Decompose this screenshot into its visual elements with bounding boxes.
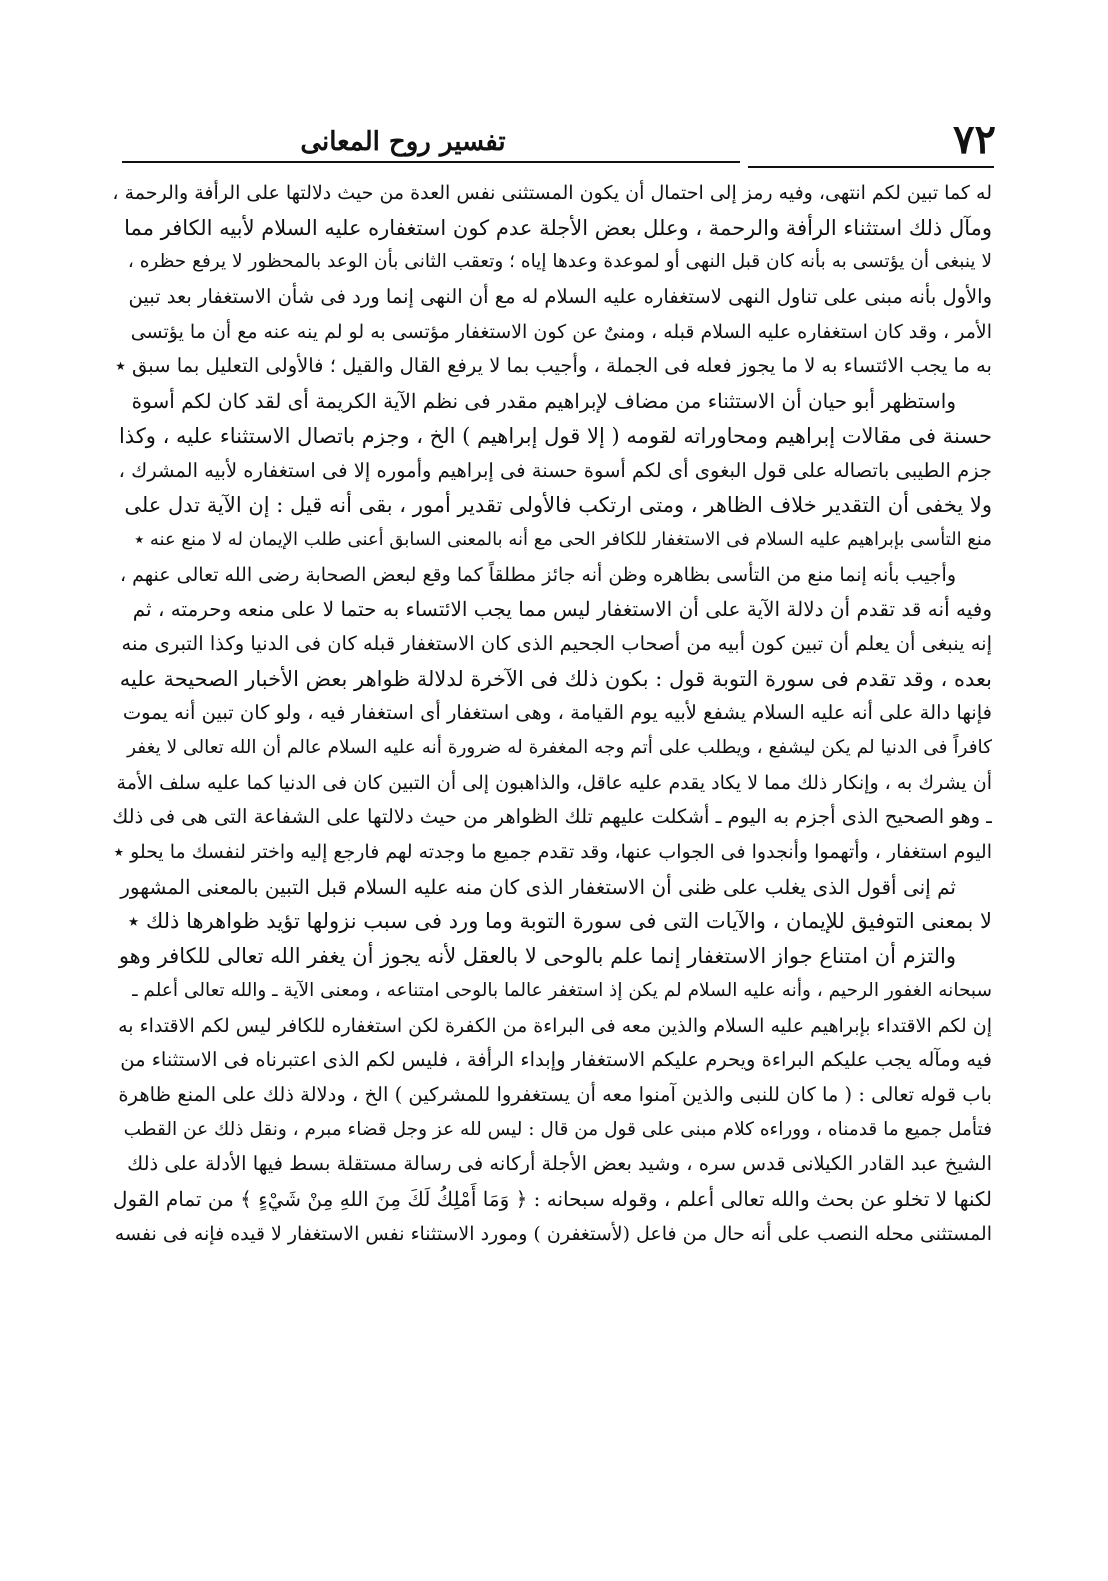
text-line: لكنها لا تخلو عن بحث والله تعالى أعلم ، وقوله سبحانه : ﴿ وَمَا أَمْلِكُ لَكَ مِنَ اللهِ مِنْ شَيْءٍ ﴾ من تمام القول — [112, 1186, 992, 1211]
text-line: كافراً فى الدنيا لم يكن ليشفع ، ويطلب على أتم وجه المغفرة له ضرورة أنه عليه السلام عالم أن الله تعالى لا يغفر — [127, 737, 992, 758]
text-line: حسنة فى مقالات إبراهيم ومحاوراته لقومه ( إلا قول إبراهيم ) الخ ، وجزم باتصال الاستثناء عليه ، وكذا — [118, 423, 992, 448]
text-line: بعده ، وقد تقدم فى سورة التوبة قول : بكون ذلك فى الآخرة لدلالة ظواهر بعض الأخبار الصحيحة عليه — [119, 666, 992, 691]
text-line: ثم إنى أقول الذى يغلب على ظنى أن الاستغفار الذى كان منه عليه السلام قبل التبين بالمعنى المشهور — [120, 874, 956, 899]
running-title: تفسير روح المعانى — [300, 127, 506, 157]
text-line: والتزم أن امتناع جواز الاستغفار إنما علم بالوحى لا بالعقل لأنه يجوز أن يغفر الله تعالى للكافر وهو — [118, 944, 956, 969]
text-line: إنه ينبغى أن يعلم أن تبين كون أبيه من أصحاب الجحيم الذى كان الاستغفار قبله كان فى الدنيا وكذا التبرى منه — [121, 631, 992, 655]
text-line: ـ وهو الصحيح الذى أجزم به اليوم ـ أشكلت عليهم تلك الظواهر من حيث دلالتها على الشفاعة التى هى فى ذلك — [112, 805, 992, 829]
text-line: له كما تبين لكم انتهى، وفيه رمز إلى احتمال أن يكون المستثنى نفس العدة من حيث دلالتها على الرأفة والرحمة ، — [112, 182, 992, 204]
text-line: والأول بأنه مبنى على تناول النهى لاستغفاره عليه السلام له مع أن النهى إنما ورد فى شأن الاستغفار بعد تبين — [128, 285, 992, 309]
text-line: فإنها دالة على أنه عليه السلام يشفع لأبيه يوم القيامة ، وهى استغفار أى استغفار فيه ، ولو كان تبين أنه يموت — [122, 701, 992, 725]
text-line: فتأمل جميع ما قدمناه ، ووراءه كلام مبنى على قول من قال : ليس لله عز وجل قضاء مبرم ، ونقل ذلك عن القطب — [123, 1118, 992, 1140]
text-line: واستظهر أبو حيان أن الاستثناء من مضاف لإبراهيم مقدر فى نظم الآية الكريمة أى لقد كان لكم أسوة — [131, 389, 956, 414]
text-line: وأجيب بأنه إنما منع من التأسى بظاهره وظن أنه جائز مطلقاً كما وقع لبعض الصحابة رضى الله تعالى عنهم ، — [119, 563, 956, 586]
text-line: أن يشرك به ، وإنكار ذلك مما لا يكاد يقدم عليه عاقل، والذاهبون إلى أن التبين كان فى الدنيا كما عليه سلف الأمة — [116, 771, 992, 794]
text-line: اليوم استغفار ، وأتهموا وأنجدوا فى الجواب عنها، وقد تقدم جميع ما وجدته لهم فارجع إليه واختر لنفسك ما يحلو ٭ — [113, 841, 992, 864]
text-line: إن لكم الاقتداء بإبراهيم عليه السلام والذين معه فى البراءة من الكفرة لكن استغفاره للكافر ليس لكم الاقتداء به — [118, 1014, 992, 1037]
body-text — [112, 176, 992, 1251]
text-line: فيه ومآله يجب عليكم البراءة ويحرم عليكم الاستغفار وإبداء الرأفة ، فليس لكم الذى اعتبرناه فى الاستثناء من — [120, 1048, 992, 1072]
header-rule — [122, 161, 740, 163]
page-number: ٧٢ — [953, 116, 996, 163]
text-line: المستثنى محله النصب على أنه حال من فاعل (لأستغفرن ) ومورد الاستثناء نفس الاستغفار لا قيده فإنه فى نفسه — [114, 1222, 992, 1245]
text-line: الشيخ عبد القادر الكيلانى قدس سره ، وشيد بعض الأجلة أركانه فى رسالة مستقلة بسط فيها الأدلة على ذلك — [127, 1152, 992, 1176]
text-line: منع التأسى بإبراهيم عليه السلام فى الاستغفار للكافر الحى مع أنه بالمعنى السابق أعنى طلب الإيمان له لا منع عنه ٭ — [134, 528, 992, 550]
page-number-rule — [748, 166, 994, 168]
text-line: به ما يجب الائتساء به لا ما يجوز فعله فى الجملة ، وأجيب بما لا يرفع القال والقيل ؛ فالأولى التعليل بما سبق ٭ — [115, 354, 992, 378]
text-line: ولا يخفى أن التقدير خلاف الظاهر ، ومتى ارتكب فالأولى تقدير أمور ، بقى أنه قيل : إن الآية تدل على — [124, 493, 992, 518]
text-line: لا بمعنى التوفيق للإيمان ، والآيات التى فى سورة التوبة وما ورد فى سبب نزولها تؤيد ظواهرها ذلك ٭ — [127, 909, 992, 934]
text-line: الأمر ، وقد كان استغفاره عليه السلام قبله ، ومنىٌ عن كون الاستغفار مؤتسى به لو لم ينه عنه مع أن ما يؤتسى — [130, 320, 992, 343]
text-line: باب قوله تعالى : ( ما كان للنبى والذين آمنوا معه أن يستغفروا للمشركين ) الخ ، ودلالة ذلك على المنع ظاهرة — [118, 1082, 992, 1106]
text-line: وفيه أنه قد تقدم أن دلالة الآية على أن الاستغفار ليس مما يجب الائتساء به حتما لا على منعه وحرمته ، ثم — [132, 597, 992, 622]
text-line: جزم الطيبى باتصاله على قول البغوى أى لكم أسوة حسنة فى إبراهيم وأموره إلا فى استغفاره لأبيه المشرك ، — [118, 458, 992, 482]
text-line: لا ينبغى أن يؤتسى به بأنه كان قبل النهى أو لموعدة وعدها إياه ؛ وتعقب الثانى بأن الوعد بالمحظور لا يرفع حظره ، — [127, 251, 992, 273]
text-line: سبحانه الغفور الرحيم ، وأنه عليه السلام لم يكن إذ استغفر عالما بالوحى امتناعه ، ومعنى الآية ـ والله تعالى أعلم ـ — [132, 979, 992, 1001]
text-line: ومآل ذلك استثناء الرأفة والرحمة ، وعلل بعض الأجلة عدم كون استغفاره عليه السلام لأبيه الكافر مما — [124, 215, 992, 240]
